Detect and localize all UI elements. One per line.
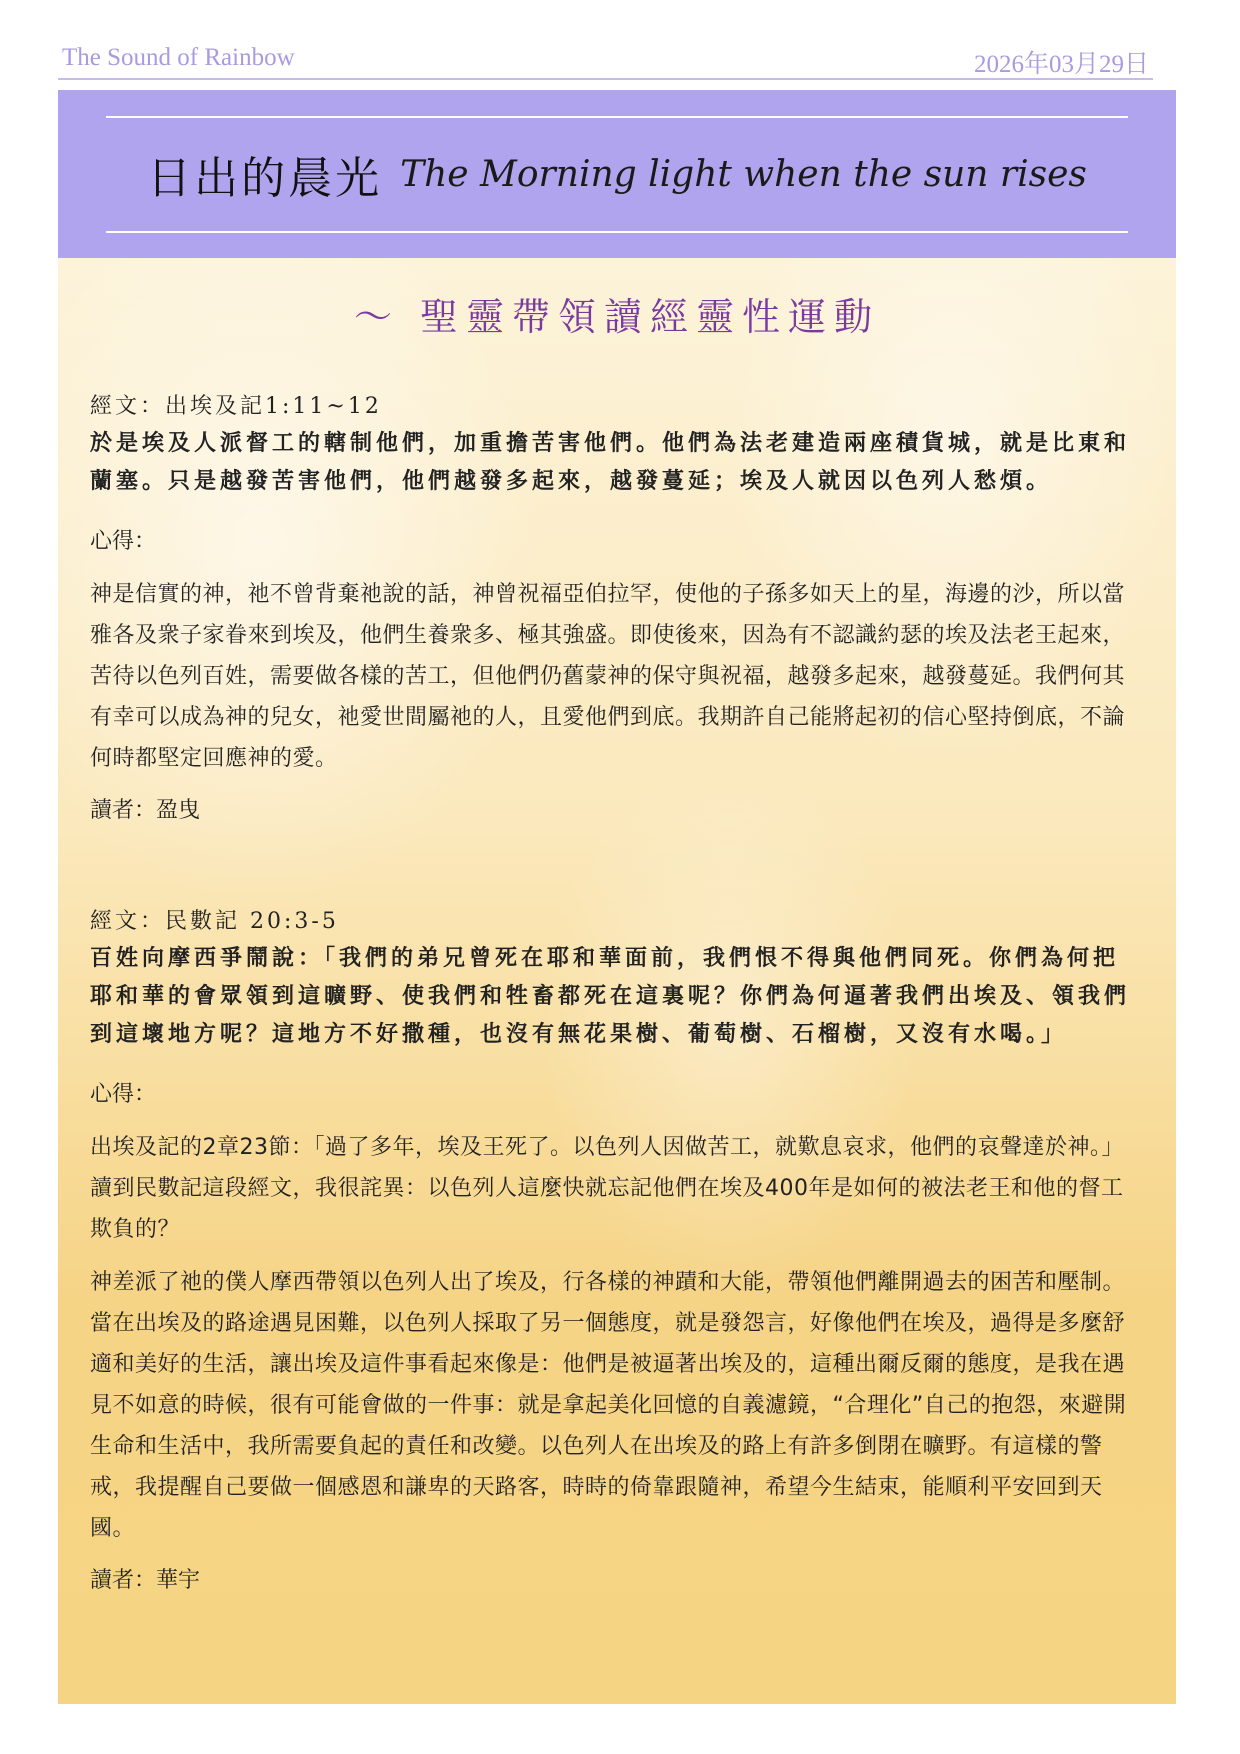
- page-body: [58, 90, 1176, 1704]
- reflection-label: 心得：: [90, 529, 157, 554]
- reflection-paragraph: 出埃及記的2章23節：「過了多年，埃及王死了。以色列人因做苦工，就歎息哀求，他們的哀聲達於神。」讀到民數記這段經文，我很詫異：以色列人這麼快就忘記他們在埃及400年是如何的被法老王和他的督工欺負的？: [90, 1135, 1124, 1242]
- section-subtitle: ～ 聖靈帶領讀經靈性運動: [353, 295, 881, 339]
- banner-divider-bottom: [106, 231, 1128, 233]
- reflection-paragraph: 神差派了祂的僕人摩西帶領以色列人出了埃及，行各樣的神蹟和大能，帶領他們離開過去的困苦和壓制。當在出埃及的路途遇見困難，以色列人採取了另一個態度，就是發怨言，好像他們在埃及，過得是多麼舒適和美好的生活，讓出埃及這件事看起來像是：他們是被逼著出埃及的，這種出爾反爾的態度，是我在遇見不如意的時候，很有可能會做的一件事：就是拿起美化回憶的自義濾鏡，“合理化”自己的抱怨，來避開生命和生活中，我所需要負起的責任和改變。以色列人在出埃及的路上有許多倒閉在曠野。有這樣的警戒，我提醒自己要做一個感恩和謙卑的天路客，時時的倚靠跟隨神，希望今生結束，能順利平安回到天國。: [90, 1270, 1127, 1541]
- issue-date: 2026年03月29日: [973, 51, 1149, 78]
- entry-spacer: [90, 827, 1144, 905]
- banner-divider-top: [106, 116, 1128, 118]
- entry: [90, 905, 1144, 1597]
- site-name: The Sound of Rainbow: [62, 44, 295, 71]
- reflection-label: 心得：: [90, 1082, 157, 1107]
- scripture-text: 於是埃及人派督工的轄制他們，加重擔苦害他們。他們為法老建造兩座積貨城，就是比東和蘭塞。只是越發苦害他們，他們越發多起來，越發蔓延；埃及人就因以色列人愁煩。: [90, 430, 1131, 494]
- title-chinese: 日出的晨光: [147, 153, 383, 204]
- banner-title: [58, 142, 1176, 206]
- scripture-reference: 經文：民數記 20:3-5: [90, 909, 339, 934]
- entry: [90, 390, 1144, 827]
- reader-name: 讀者：盈曳: [90, 798, 201, 823]
- reader-name: 讀者：華宇: [90, 1568, 201, 1593]
- scripture-reference: 經文：出埃及記1:11~12: [90, 394, 382, 419]
- reflection-paragraph: 神是信實的神，祂不曾背棄祂說的話，神曾祝福亞伯拉罕，使他的子孫多如天上的星，海邊的沙，所以當雅各及衆子家眷來到埃及，他們生養衆多、極其強盛。即使後來，因為有不認識約瑟的埃及法老王起來，苦待以色列百姓，需要做各樣的苦工，但他們仍舊蒙神的保守與祝福，越發多起來，越發蔓延。我們何其有幸可以成為神的兒女，祂愛世間屬祂的人，且愛他們到底。我期許自己能將起初的信心堅持倒底，不論何時都堅定回應神的愛。: [90, 582, 1126, 771]
- scripture-text: 百姓向摩西爭鬧說：「我們的弟兄曾死在耶和華面前，我們恨不得與他們同死。你們為何把耶和華的會眾領到這曠野、使我們和牲畜都死在這裏呢？你們為何逼著我們出埃及、領我們到這壞地方呢？這地方不好撒種，也沒有無花果樹、葡萄樹、石榴樹，又沒有水喝。」: [90, 945, 1131, 1047]
- header-bar: [58, 40, 1153, 80]
- content: [90, 390, 1144, 1597]
- title-english: The Morning light when the sun rises: [400, 153, 1087, 195]
- title-banner: [58, 90, 1176, 258]
